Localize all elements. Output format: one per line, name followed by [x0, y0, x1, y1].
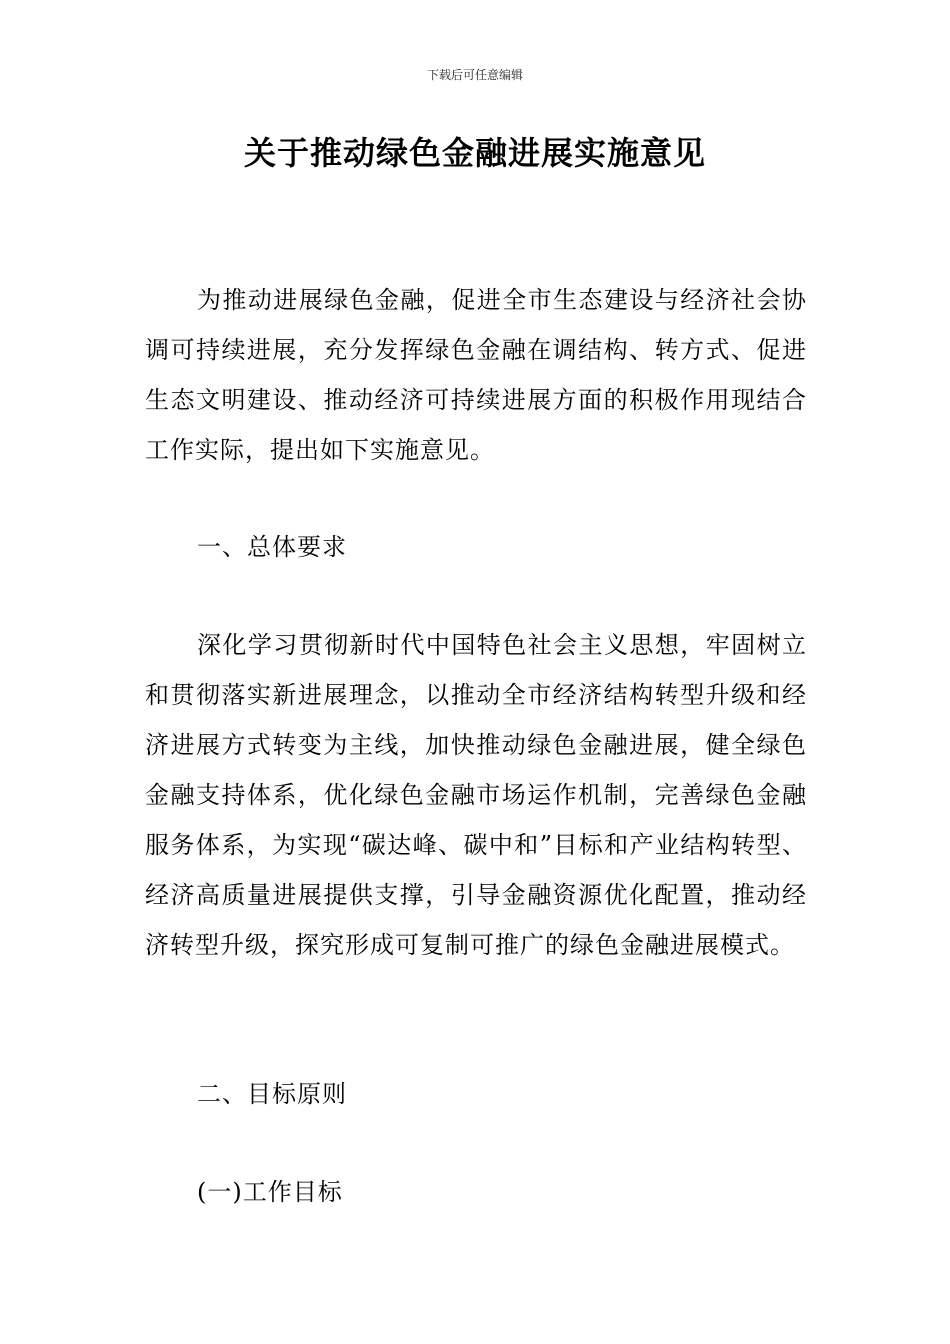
document-title: 关于推动绿色金融进展实施意见	[243, 134, 706, 172]
overall-requirements-paragraph: 深化学习贯彻新时代中国特色社会主义思想，牢固树立和贯彻落实新进展理念，以推动全市经济结构转型升级和经济进展方式转变为主线，加快推动绿色金融进展，健全绿色金融支持体系，优化绿色金融市场运作机制，完善绿色金融服务体系，为实现“碳达峰、碳中和”目标和产业结构转型、经济高质量进展提供支撑，引导金融资源优化配置，推动经济转型升级，探究形成可复制可推广的绿色金融进展模式。	[145, 631, 807, 959]
intro-paragraph: 为推动进展绿色金融，促进全市生态建设与经济社会协调可持续进展，充分发挥绿色金融在调结构、转方式、促进生态文明建设、推动经济可持续进展方面的积极作用现结合工作实际，提出如下实施意见。	[145, 286, 807, 464]
subsection-heading-work-goals: (一)工作目标	[197, 1178, 343, 1206]
section-heading-goals-principles: 二、目标原则	[197, 1080, 347, 1108]
section-heading-overall-requirements: 一、总体要求	[197, 533, 347, 561]
header-note: 下载后可任意编辑	[426, 68, 523, 82]
